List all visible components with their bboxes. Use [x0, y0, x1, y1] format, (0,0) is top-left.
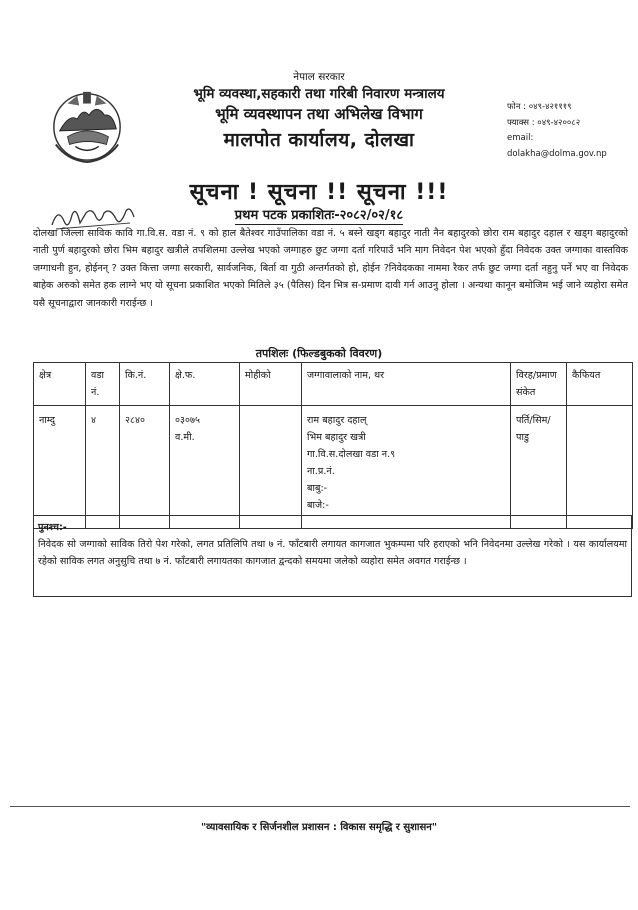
- footer-motto: "व्यावसायिक र सिर्जनशील प्रशासन : विकास समृद्धि र सुशासन": [200, 822, 438, 833]
- cell-size: [170, 406, 240, 529]
- table-row: [34, 406, 633, 529]
- footer-divider: [10, 806, 630, 807]
- cell-size-value: ०३०७५: [175, 415, 200, 426]
- phone-number: फोन : ०४९-४२१११९: [507, 102, 572, 112]
- email-label: email:: [507, 133, 534, 143]
- col-ward: वडा नं.: [86, 363, 120, 406]
- cell-remarks: [567, 406, 633, 529]
- col-size: क्षे.फ.: [170, 363, 240, 406]
- owner-line: गा.वि.स.दोलखा वडा न.९: [307, 449, 396, 460]
- owner-line: बाबु:-: [307, 483, 328, 494]
- cell-kitta: २८४०: [120, 406, 170, 529]
- cell-ward: ४: [86, 406, 120, 529]
- col-tenant: मोहीको: [240, 363, 302, 406]
- fieldbook-table: [33, 362, 633, 529]
- owner-line: भिम बहादुर खत्री: [307, 432, 366, 443]
- fax-number: फ्याक्स : ०४९-४२००८२: [507, 117, 581, 128]
- table-header-row: [34, 363, 633, 406]
- col-source: विरह/प्रमाण संकेत: [511, 363, 567, 406]
- contact-block: [507, 100, 607, 162]
- owner-line: ना.प्र.नं.: [307, 466, 335, 477]
- cell-source: पर्ति/सिम/पाडु: [511, 406, 567, 529]
- col-owner: जग्गावालाको नाम, थर: [302, 363, 511, 406]
- owner-line: बाजे:-: [307, 500, 329, 511]
- ministry-name: भूमि व्यवस्था,सहकारी तथा गरिबी निवारण मन्त्रालय: [193, 86, 445, 102]
- cell-tenant: [240, 406, 302, 529]
- department-name: भूमि व्यवस्थापन तथा अभिलेख विभाग: [215, 105, 423, 123]
- email-address: dolakha@dolma.gov.np: [507, 148, 607, 159]
- cell-owner: [302, 406, 511, 529]
- cell-area: नाम्दु: [34, 406, 86, 529]
- owner-line: राम बहादुर दहाल्: [307, 415, 367, 426]
- addendum-text: निवेदक सो जग्गाको साविक तिरो पेश गरेको, लगत प्रतिलिपि तथा ७ नं. फाँटबारी लगायत कागजात भुकम्पमा परि हराएको भनि निवेदनमा उल्लेख गरेको । यस कार्यालयमा रहेको साविक लगत अनुसुचि तथा ७ नं. फाँटबारी लगायतका कागजात द्वन्दको समयमा जलेको व्यहोरा समेत अवगत गराईन्छ ।: [38, 539, 627, 567]
- col-area: क्षेत्र: [34, 363, 86, 406]
- notice-body: दोलखा जिल्ला साविक कावि गा.वि.स. वडा नं. ९ को हाल बैतेश्वर गाउँपालिका वडा नं. ५ बस्ने खड्ग बहादुर नाती नैन बहादुरको छोरा राम बहादुर दहाल र खड्ग बहादुरको नाती पुर्ण बहादुरको छोरा भिम बहादुर खत्रीले तपशिलमा उल्लेख भएको जग्गाहरु छुट जग्गा दर्ता गरिपाउँ भनि माग निवेदन पेश भएको हुँदा निवेदक उक्त जग्गाका वास्तविक जग्गाधनी हुन, होईनन् ? उक्त कित्ता जग्गा सरकारी, सार्वजनिक, बिर्ता वा गुठी अन्तर्गतको हो, होईन ?निवेदकका नाममा रैकर तर्फ छुट जग्गा दर्ता नहुनु पर्ने भए वा निवेदक बाहेक अरुको समेत हक लाग्ने भए यो सूचना प्रकाशित भएको मितिले ३५ (पैतिस) दिन भित्र स-प्रमाण दावी गर्न आउनु होला । अन्यथा कानून बमोजिम भई जाने व्यहोरा समेत यसै सूचनाद्वारा जानकारी गराईन्छ ।: [33, 228, 628, 309]
- table-title: तपशिलः (फिल्डबुकको विवरण): [255, 347, 383, 360]
- addendum-box: [33, 515, 632, 597]
- addendum-label: पुनश्च:-: [38, 522, 67, 533]
- office-name: मालपोत कार्यालय, दोलखा: [223, 129, 415, 151]
- government-name: नेपाल सरकार: [293, 71, 345, 83]
- publication-date-text: प्रथम पटक प्रकाशितः-२०८२/०२/१८: [234, 208, 404, 223]
- col-kitta: कि.नं.: [120, 363, 170, 406]
- notice-title: सूचना ! सूचना !! सूचना !!!: [189, 180, 449, 205]
- col-remarks: कैफियत: [567, 363, 633, 406]
- cell-size-unit: व.मी.: [175, 432, 195, 443]
